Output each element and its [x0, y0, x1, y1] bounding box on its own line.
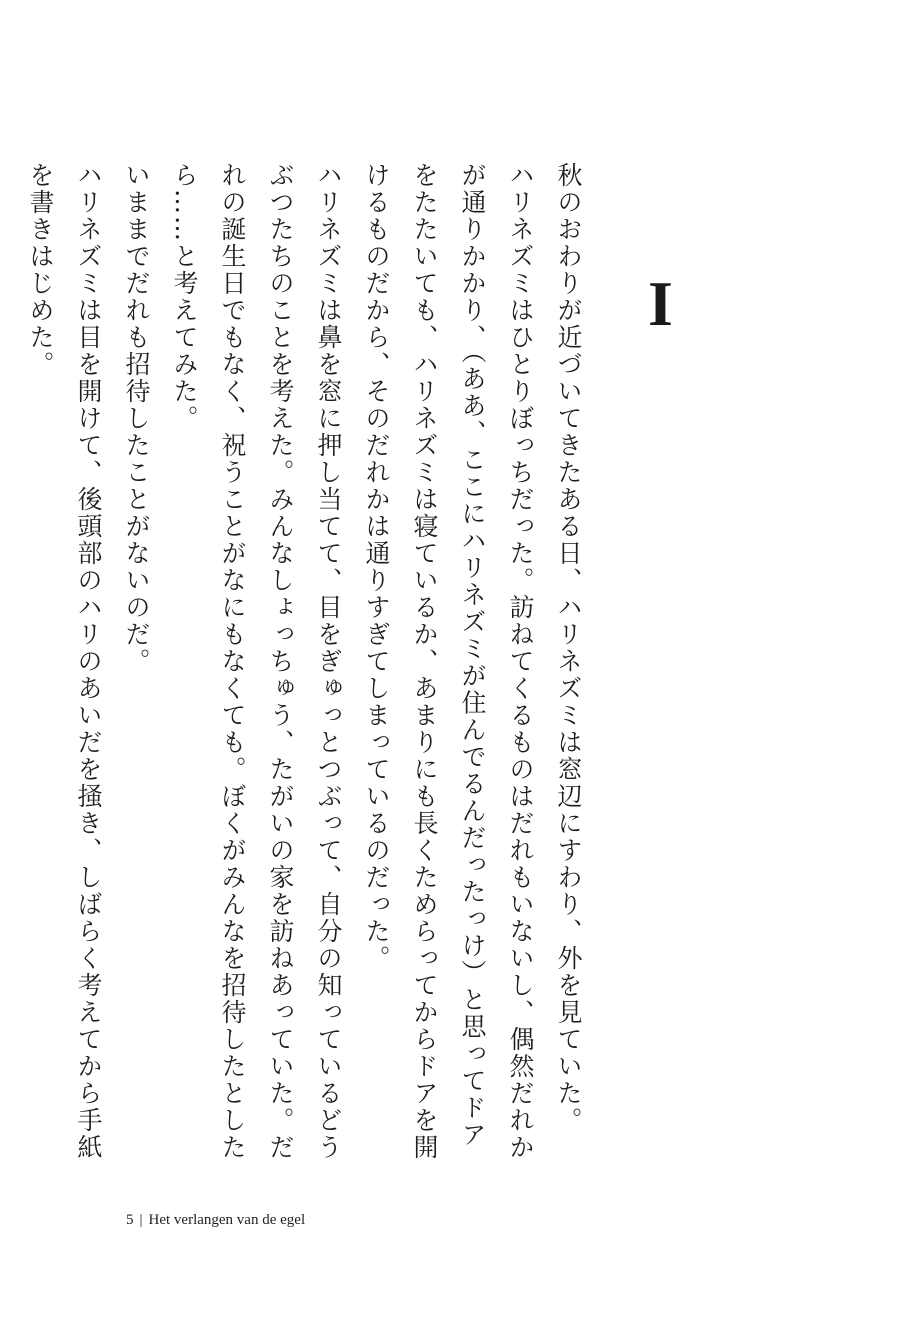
paragraph: ハリネズミはひとりぼっちだった。訪ねてくるものはだれもいないし、偶然だれかが通りかかり、（ああ、ここにハリネズミが住んでるんだったっけ）と思ってドアをたたいても、ハリネズミは寝ているか、あまりにも長くためらってからドアを開けるものだから、そのだれかは通りすぎてしまっているのだった。	[362, 162, 535, 1161]
book-title: Het verlangen van de egel	[148, 1212, 306, 1228]
paragraph: ハリネズミは目を開けて、後頭部のハリのあいだを掻き、しばらく考えてから手紙を書きはじめた。	[26, 162, 103, 1161]
paragraph: 秋のおわりが近づいてきたある日、ハリネズミは窓辺にすわり、外を見ていた。	[554, 162, 583, 1134]
paragraph: ハリネズミは鼻を窓に押し当てて、目をぎゅっとつぶって、自分の知っているどうぶつたちのことを考えた。みんなしょっちゅう、たがいの家を訪ねあっていた。だれの誕生日でもなく、祝うことがなにもなくても。ぼくがみんなを招待したとしたら……と考えてみた。	[170, 162, 343, 1161]
paragraph: いままでだれも招待したことがないのだ。	[122, 162, 151, 675]
chapter-numeral: I	[648, 268, 673, 339]
page-footer	[126, 1212, 305, 1229]
page-number: 5	[126, 1212, 134, 1228]
chapter-body-text	[16, 162, 592, 1162]
footer-separator: |	[139, 1212, 143, 1228]
